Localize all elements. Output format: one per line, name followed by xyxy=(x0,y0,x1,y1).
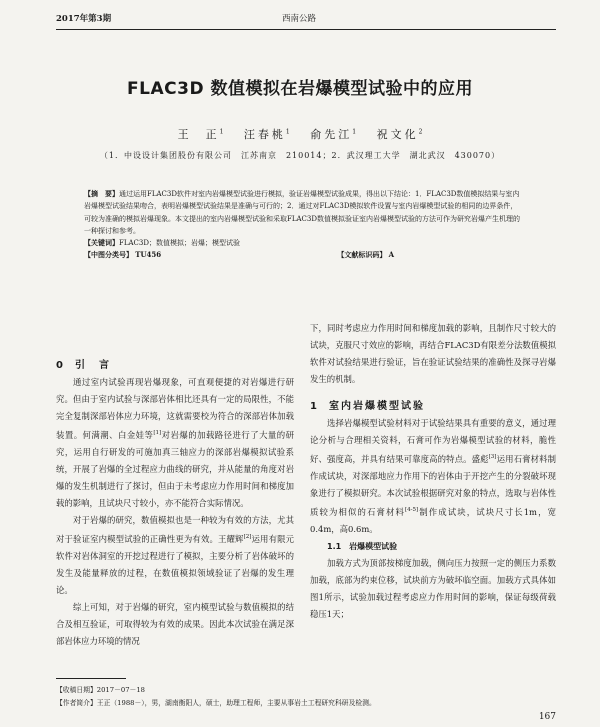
keywords-label: 【关键词】 xyxy=(84,238,119,248)
clc-code xyxy=(84,249,161,261)
doc-code xyxy=(337,249,394,261)
paragraph: 综上可知，对于岩爆的研究，室内模型试验与数值模拟的结合及相互验证，可取得较为有效的成果。因此本次试验在满足深部岩体应力环境的情况 xyxy=(56,601,294,646)
author-name: 俞先江 xyxy=(310,128,353,141)
section-title: 室内岩爆模型试验 xyxy=(328,401,425,412)
author-affil-mark: 1 xyxy=(219,128,224,136)
subsection-heading xyxy=(310,538,556,555)
footnote-rule xyxy=(56,678,126,679)
author-affil-mark: 2 xyxy=(418,128,423,136)
abstract-block xyxy=(84,188,524,262)
paragraph-text: 运用石膏材料制作成试块，对深部地应力作用下的岩体由于开挖产生的分裂破坏现象进行了模拟研究。本次试验根据研究对象的特点，选取与岩体性质较为相似的石膏材料 xyxy=(310,453,557,517)
keywords: FLAC3D；数值模拟；岩爆；模型试验 xyxy=(119,239,240,248)
doc-label: 【文献标识码】 xyxy=(337,250,387,260)
paragraph-text: 选择岩爆模型试验材料对于试验结果具有重要的意义，通过理论分析与合理相关资料，石膏可作为岩爆模型试验的材料，脆性好、强度高，并具有结果可靠度高的特点。盛彪 xyxy=(310,418,556,464)
citation: [1] xyxy=(153,430,162,436)
received-date: 【收稿日期】2017－07－18 xyxy=(56,686,145,694)
subsection-number: 1.1 xyxy=(327,541,342,551)
author-name: 祝文化 xyxy=(376,128,419,141)
footnotes xyxy=(56,684,376,710)
page-number: 167 xyxy=(538,712,556,722)
paragraph-text: 对岩爆的加载路径进行了大量的研究，运用自行研发的可施加真三轴应力的深部岩爆模拟试验系统，开展了岩爆的全过程应力曲线的研究，并从能量的角度对岩爆的发生机制进行了探讨，但由于未考虑应力作用时间和梯度加载的影响，且试块尺寸较小，亦不能符合实际情况。 xyxy=(56,429,295,508)
paragraph xyxy=(56,512,294,599)
section-number: 0 xyxy=(56,360,65,371)
paragraph xyxy=(310,415,556,538)
classification-row xyxy=(84,249,524,261)
section-heading-1 xyxy=(310,398,556,415)
paragraph: 加载方式为顶部按梯度加载，侧向压力按照一定的侧压力系数加载，底部为约束位移，试块前方为破坏临空面。加载方式具体如图1所示，试验加载过程考虑应力作用时间的影响，保证每级荷载稳压1天； xyxy=(310,557,556,619)
paragraph: 下，同时考虑应力作用时间和梯度加载的影响，且制作尺寸较大的试块，克服尺寸效应的影响，再结合FLAC3D有限差分法数值模拟软件对试验结果进行验证，旨在验证试验结果的准确性及探寻岩爆发生的机制。 xyxy=(310,323,556,384)
right-column xyxy=(310,320,556,623)
clc-label: 【中图分类号】 xyxy=(84,250,133,260)
author-affil-mark: 1 xyxy=(285,128,290,136)
doc-value: A xyxy=(388,250,394,260)
paragraph xyxy=(56,374,294,512)
section-number: 1 xyxy=(310,401,319,412)
author-name: 王 正 xyxy=(177,128,220,141)
paper-title: FLAC3D 数值模拟在岩爆模型试验中的应用 xyxy=(127,79,473,99)
subsection-title: 岩爆模型试验 xyxy=(349,541,398,551)
journal-name: 西南公路 xyxy=(282,14,317,24)
section-heading-intro xyxy=(56,357,294,374)
journal-issue: 2017年第3期 xyxy=(56,14,112,24)
left-column xyxy=(56,357,294,650)
affiliation: （1．中设设计集团股份有限公司 江苏南京 210014；2．武汉理工大学 湖北武汉 430070） xyxy=(99,151,501,160)
clc-value: TU456 xyxy=(135,250,162,260)
author-name: 汪春桃 xyxy=(243,128,286,141)
citation: [3] xyxy=(488,454,497,460)
abstract-body: 通过运用FLAC3D软件对室内岩爆模型试验进行模拟，验证岩爆模型试验成果，得出以下结论：1．FLAC3D数值模拟结果与室内岩爆模型试验结果吻合，表明岩爆模型试验结果是准确与可行的；2．通过对FLAC3D模拟软件设置与室内岩爆模型试验的相同的边界条件，可较为准确的模拟岩爆现象。本文提出的室内岩爆模型试验和采取FLAC3D数值模拟验证室内岩爆模型试验的方法可作为研究岩爆产生机理的一种探讨和参考。 xyxy=(84,190,520,235)
citation: [4-5] xyxy=(404,506,419,513)
keywords-line xyxy=(84,237,524,249)
author-list xyxy=(0,126,600,142)
abstract-label: 【摘 要】 xyxy=(84,189,119,198)
paragraph-text: 制作成试块，试块尺寸长1m，宽0.4m，高0.6m。 xyxy=(310,506,556,534)
paragraph-text: 通过室内试验再现岩爆现象，可直观便捷的对岩爆进行研究。但由于室内试验与深部岩体相比还具有一定的局限性，不能完全复制深部岩体应力环境，这就需要校为符合的深部岩体加载装置。何满潮、白金娃等 xyxy=(56,377,294,440)
author-affil-mark: 1 xyxy=(352,128,357,136)
author-bio: 【作者简介】王正（1988－），男，湖南衡阳人，硕士，助理工程师，主要从事岩土工程研究科研及检测。 xyxy=(56,699,376,707)
header-rule xyxy=(56,29,556,30)
paragraph-text: 对于岩爆的研究，数值模拟也是一种较为有效的方法，尤其对于验证室内模型试验的正确性更为有效。王耀辉 xyxy=(56,514,294,544)
section-title: 引 言 xyxy=(74,360,111,371)
citation: [2] xyxy=(243,533,252,540)
abstract-text xyxy=(84,188,524,237)
paragraph-text: 运用有限元软件对岩体洞室的开挖过程进行了模拟，主要分析了岩体破坏的发生及能量释放的过程，在数值模拟领域验证了岩爆的发生理论。 xyxy=(56,533,295,595)
